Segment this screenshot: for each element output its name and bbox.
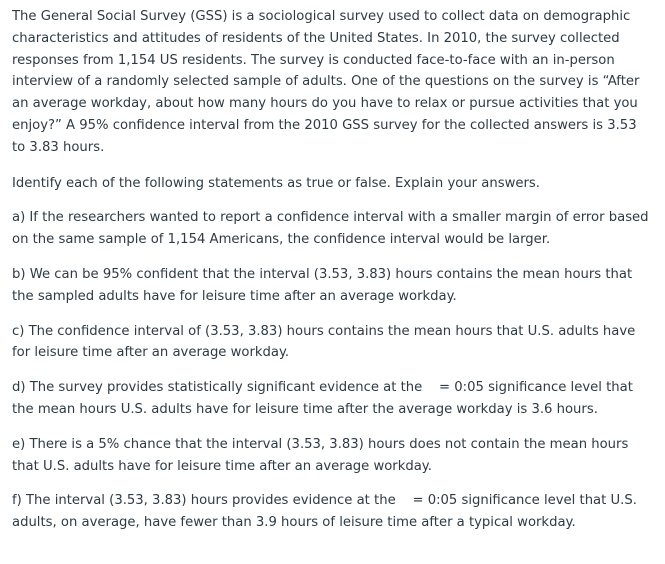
instruction-paragraph: Identify each of the following statements as true or false. Explain your answers. — [12, 175, 540, 191]
statement-a: a) If the researchers wanted to report a confidence interval with a smaller margin of error based on the same sample of 1,154 Americans, the confidence interval would be larger. — [12, 210, 649, 248]
statement-b: b) We can be 95% confident that the interval (3.53, 3.83) hours contains the mean hours that the sampled adults have for leisure time after an average workday. — [12, 266, 633, 304]
statement-c: c) The confidence interval of (3.53, 3.83) hours contains the mean hours that U.S. adults have for leisure time after an average workday. — [12, 323, 636, 361]
statement-e: e) There is a 5% chance that the interval (3.53, 3.83) hours does not contain the mean hours that U.S. adults have for leisure time after an average workday. — [12, 436, 629, 474]
question-document — [12, 6, 652, 534]
statement-d: d) The survey provides statistically significant evidence at the = 0:05 significance level that the mean hours U.S. adults have for leisure time after the average workday is 3.6 hours. — [12, 380, 638, 417]
intro-paragraph: The General Social Survey (GSS) is a sociological survey used to collect data on demographic characteristics and attitudes of residents of the United States. In 2010, the survey collected responses from 1,154 US residents. The survey is conducted face-to-face with an in-person interview of a randomly selected sample of adults. One of the questions on the survey is “After an average workday, about how many hours do you have to relax or pursue activities that you enjoy?” A 95% confidence interval from the 2010 GSS survey for the collected answers is 3.53 to 3.83 hours. — [12, 9, 640, 155]
statement-f: f) The interval (3.53, 3.83) hours provides evidence at the = 0:05 significance level that U.S. adults, on average, have fewer than 3.9 hours of leisure time after a typical workday. — [12, 493, 642, 531]
